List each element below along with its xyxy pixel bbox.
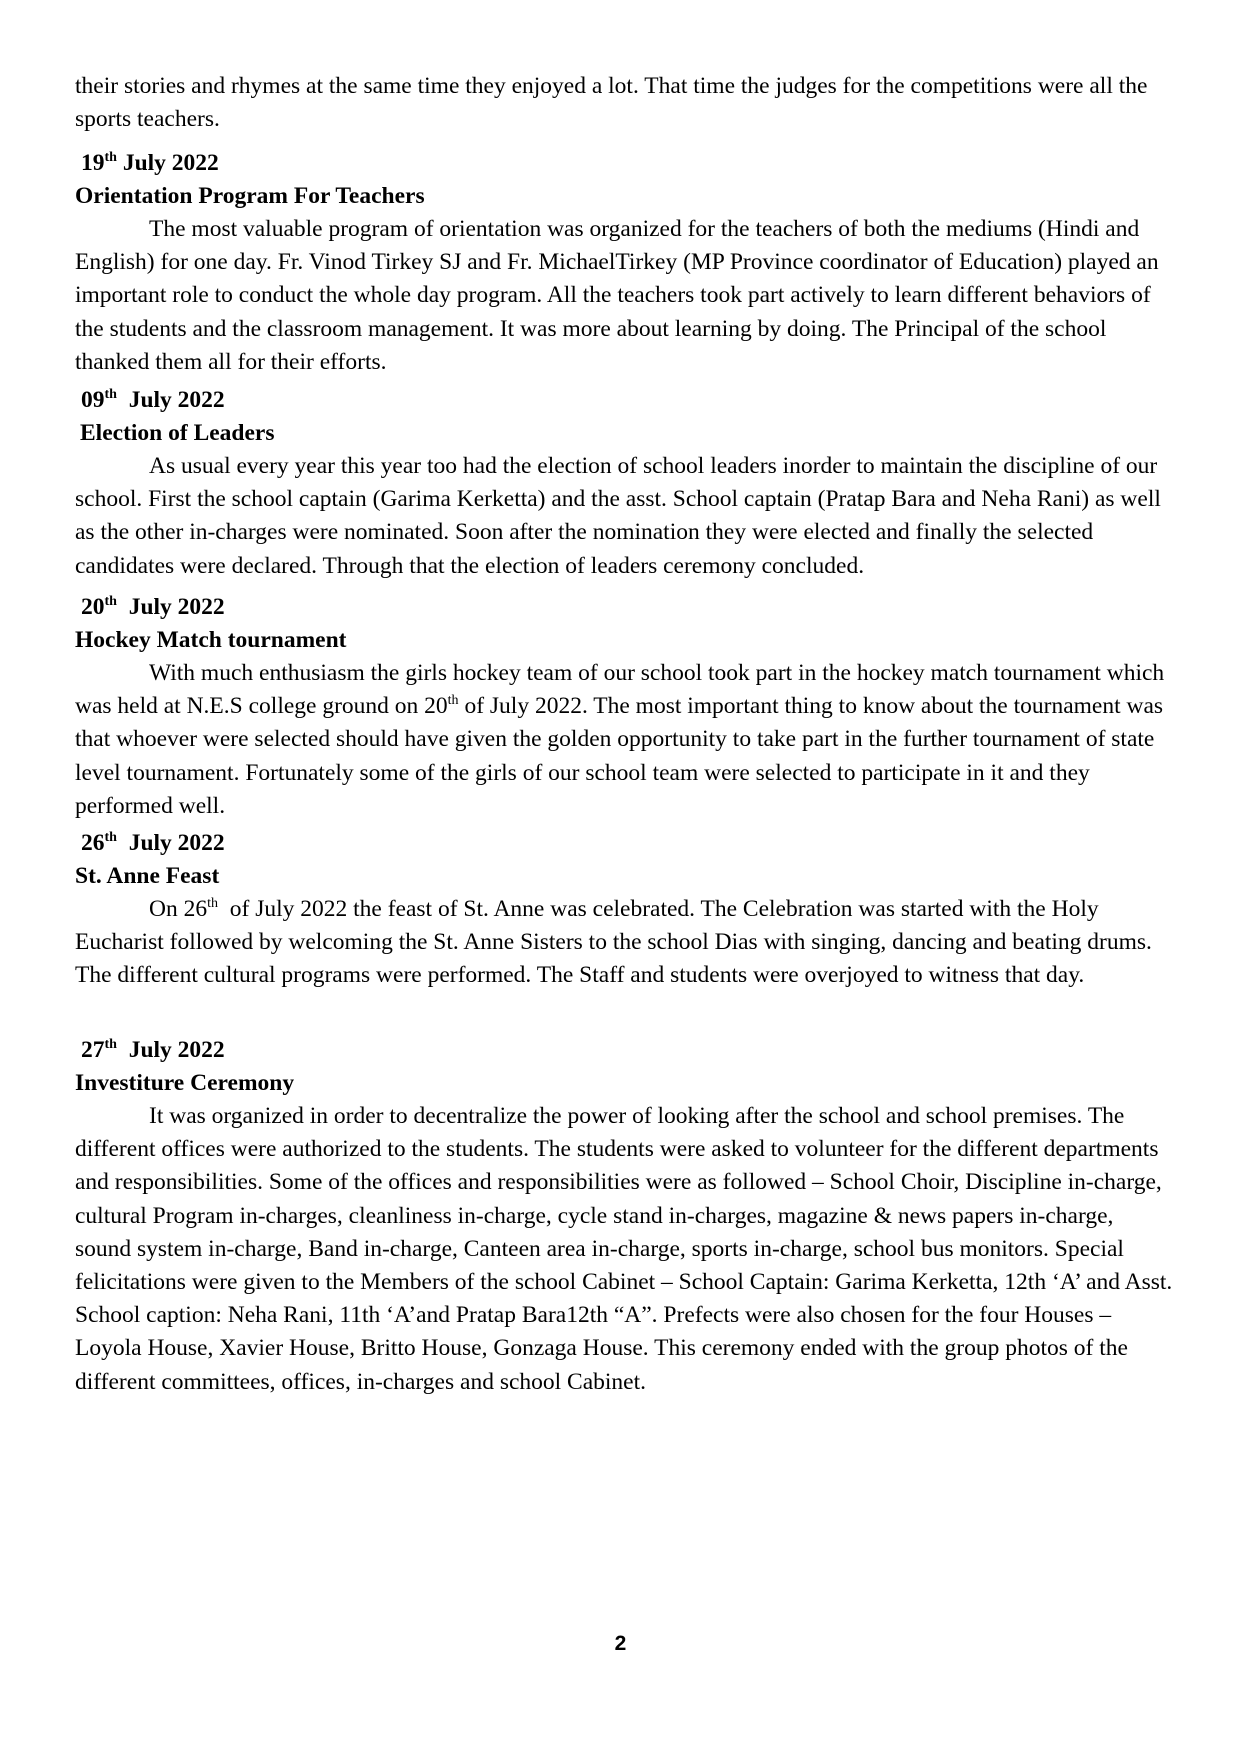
date-month-year: July 2022 xyxy=(116,594,225,620)
section-hockey-match xyxy=(75,591,1173,823)
section-orientation-program xyxy=(75,147,1173,379)
section-body: It was organized in order to decentralize the power of looking after the school and school premises. The different offices were authorized to the students. The students were asked to volunteer for the different departments and responsibilities. Some of the offices and responsibilities were as followed – School Choir, Discipline in-charge, cultural Program in-charges, cleanliness in-charge, cycle stand in-charges, magazine & news papers in-charge, sound system in-charge, Band in-charge, Canteen area in-charge, sports in-charge, school bus monitors. Special felicitations were given to the Members of the school Cabinet – School Captain: Garima Kerketta, 12th ‘A’ and Asst. School caption: Neha Rani, 11th ‘A’and Pratap Bara12th “A”. Prefects were also chosen for the four Houses – Loyola House, Xavier House, Britto House, Gonzaga House. This ceremony ended with the group photos of the different committees, offices, in-charges and school Cabinet. xyxy=(75,1103,1173,1395)
date-day: 27 xyxy=(81,1037,105,1063)
section-date xyxy=(75,147,1173,180)
date-month-year: July 2022 xyxy=(116,1037,225,1063)
page-number: 2 xyxy=(614,1632,627,1655)
date-day: 19 xyxy=(81,150,105,176)
section-heading: St. Anne Feast xyxy=(75,863,220,889)
body-superscript: th xyxy=(447,693,459,709)
date-suffix: th xyxy=(104,594,117,609)
section-heading: Hockey Match tournament xyxy=(75,627,347,653)
section-election-of-leaders xyxy=(75,384,1173,583)
date-month-year: July 2022 xyxy=(116,387,225,413)
section-body: As usual every year this year too had the election of school leaders inorder to maintain the discipline of our school. First the school captain (Garima Kerketta) and the asst. School captain (Pratap Bara and Neha Rani) as well as the other in-charges were nominated. Soon after the nomination they were elected and finally the selected candidates were declared. Through that the election of leaders ceremony concluded. xyxy=(75,453,1161,579)
date-suffix: th xyxy=(104,1037,117,1052)
section-investiture-ceremony xyxy=(75,1034,1173,1399)
date-day: 20 xyxy=(81,594,105,620)
date-suffix: th xyxy=(104,830,117,845)
section-body: The most valuable program of orientation was organized for the teachers of both the mediums (Hindi and English) for one day. Fr. Vinod Tirkey SJ and Fr. MichaelTirkey (MP Province coordinator of Education) played an important role to conduct the whole day program. All the teachers took part actively to learn different behaviors of the students and the classroom management. It was more about learning by doing. The Principal of the school thanked them all for their efforts. xyxy=(75,216,1159,375)
body-text-part: On 26 xyxy=(149,896,208,922)
section-date xyxy=(75,591,1173,624)
date-month-year: July 2022 xyxy=(116,150,219,176)
section-date xyxy=(75,1034,1173,1067)
body-text-part: of July 2022 the feast of St. Anne was celebrated. The Celebration was started with the Holy Eucharist followed by welcoming the St. Anne Sisters to the school Dias with singing, dancing and beating drums. The different cultural programs were performed. The Staff and students were overjoyed to witness that day. xyxy=(75,896,1158,989)
date-month-year: July 2022 xyxy=(116,830,225,856)
section-heading: Orientation Program For Teachers xyxy=(75,183,425,209)
intro-paragraph: their stories and rhymes at the same time they enjoyed a lot. That time the judges for the competitions were all the sports teachers. xyxy=(75,73,1148,133)
section-heading: Investiture Ceremony xyxy=(75,1070,295,1096)
body-text-part: of July 2022. The most important thing to know about the tournament was that whoever were selected should have given the golden opportunity to take part in the further tournament of state level tournament. Fortunately some of the girls of our school team were selected to participate in it and they performed well. xyxy=(75,693,1164,819)
body-text-part: With much enthusiasm the girls hockey team of our school took part in the hockey match tournament which was held at N.E.S college ground on 20 xyxy=(75,660,1165,720)
date-day: 09 xyxy=(81,387,105,413)
section-heading: Election of Leaders xyxy=(80,420,275,446)
date-suffix: th xyxy=(104,387,117,402)
section-date xyxy=(75,827,1173,860)
date-day: 26 xyxy=(81,830,105,856)
section-body xyxy=(75,657,1173,823)
date-suffix: th xyxy=(104,150,117,165)
body-superscript: th xyxy=(207,896,218,911)
section-st-anne-feast xyxy=(75,827,1173,993)
section-body xyxy=(75,893,1173,993)
section-date xyxy=(75,384,1173,417)
